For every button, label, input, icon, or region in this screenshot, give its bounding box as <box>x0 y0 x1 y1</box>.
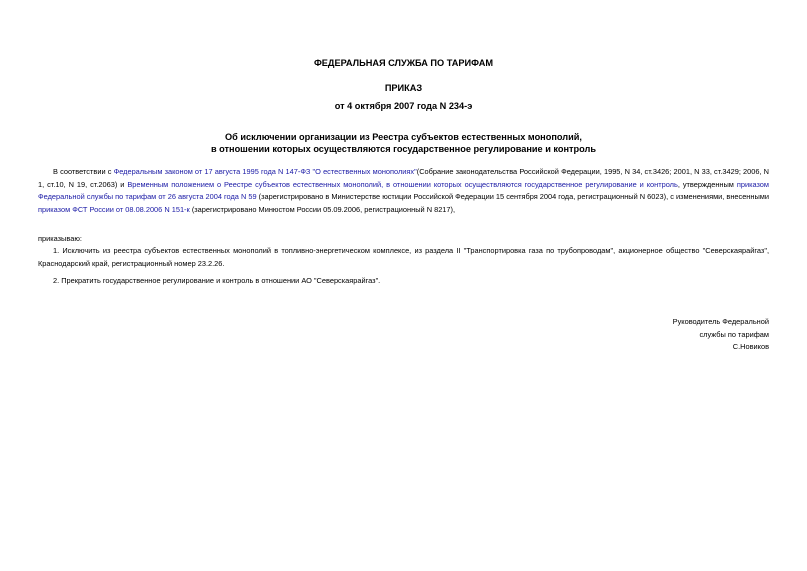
basis-paragraph <box>38 166 769 216</box>
fst-order-151k-link[interactable]: приказом ФСТ России от 08.08.2006 N 151-к <box>38 204 190 214</box>
basis-text-4: (зарегистрировано в Министерстве юстиции Российской Федерации 15 сентября 2004 года, регистрационный N 6023), с изменениями, внесенными <box>256 192 769 201</box>
signature-block <box>673 316 769 354</box>
order-item-1: 1. Исключить из реестра субъектов естественных монополий в топливно-энергетическом комплексе, из раздела II "Транспортировка газа по трубопроводам", акционерное общество "Северскаярайгаз", Краснодарский край, регистрационный номер 23.2.26. <box>38 246 769 268</box>
basis-text-1: В соответствии с <box>53 167 114 176</box>
federal-law-link[interactable]: Федеральным законом от 17 августа 1995 года N 147-ФЗ "О естественных монополиях" <box>113 167 417 176</box>
document-type: ПРИКАЗ <box>384 83 423 93</box>
document-subject <box>38 131 769 155</box>
basis-text-3: , утвержденным <box>677 179 737 189</box>
basis-text-2: (Собрание законодательства Российской Федерации, 1995, N 34, ст.3426; 2001, N 33, ст.3429; 2006, N 1, ст.10, N 19, ст.2063) и <box>38 167 770 189</box>
fst-order-59-link[interactable]: приказом Федеральной службы по тарифам от 26 августа 2004 года N 59 <box>38 179 769 201</box>
order-word: приказываю: <box>38 234 82 243</box>
subject-line-1: Об исключении организации из Реестра субъектов естественных монополий, <box>225 132 582 142</box>
temporary-regulation-link[interactable]: Временным положением о Реестре субъектов естественных монополий, в отношении которых осуществляются государственное регулирование и контроль <box>127 179 678 189</box>
document-date-number: от 4 октября 2007 года N 234-э <box>334 101 473 111</box>
document-page <box>38 0 769 571</box>
signatory-title-line-2: службы по тарифам <box>699 329 769 339</box>
signatory-title-line-1: Руководитель Федеральной <box>672 317 769 326</box>
subject-line-2: в отношении которых осуществляются государственное регулирование и контроль <box>210 144 597 154</box>
agency-name: ФЕДЕРАЛЬНАЯ СЛУЖБА ПО ТАРИФАМ <box>313 58 494 68</box>
signatory-name: С.Новиков <box>732 342 769 351</box>
basis-text-5: (зарегистрировано Минюстом России 05.09.2006, регистрационный N 8217), <box>189 204 456 214</box>
order-item-2: 2. Прекратить государственное регулирование и контроль в отношении АО "Северскаярайгаз". <box>53 276 381 285</box>
